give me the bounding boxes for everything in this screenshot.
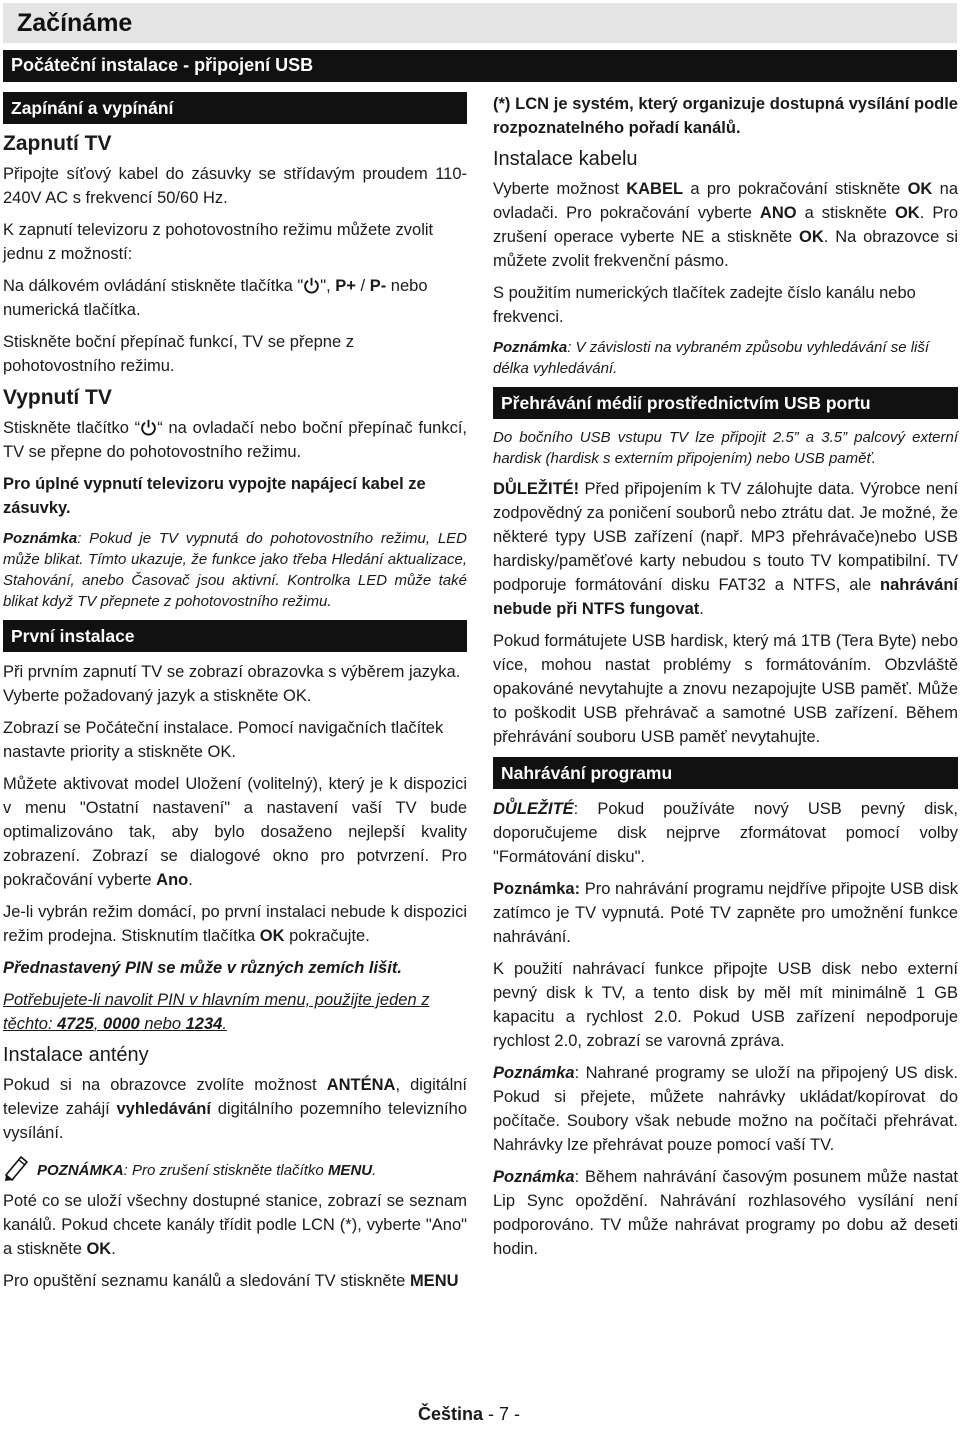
para-pin-note: Přednastavený PIN se může v různých zemích lišit. xyxy=(3,959,402,977)
left-column xyxy=(3,92,467,1301)
para-antenna-1 xyxy=(3,1073,467,1145)
text: vyhledávání xyxy=(116,1100,211,1118)
heading-power-on: Zapnutí TV xyxy=(3,132,112,155)
text: Na dálkovém ovládání stiskněte tlačítka " xyxy=(3,277,304,295)
para-rec-2 xyxy=(493,877,958,949)
para-lcn: (*) LCN je systém, který organizuje dostupná vysílání podle rozpoznatelného pořadí kanálů. xyxy=(493,95,958,137)
heading-power: Zapínání a vypínání xyxy=(3,92,467,124)
text: KABEL xyxy=(626,180,684,198)
text: . Na obrazovce si můžete zvolit frekvenční pásmo. xyxy=(493,228,958,270)
text: “ na ovladačí nebo boční přepínač funkcí, TV se přepne do pohotovostního režimu. xyxy=(3,419,467,461)
para-usb-1: Do bočního USB vstupu TV lze připojit 2.5” a 3.5” palcový externí hardisk (hardisk s externím připojením) nebo USB paměť. xyxy=(493,429,958,467)
para-first-1: Při prvním zapnutí TV se zobrazí obrazovka s výběrem jazyka. Vyberte požadovaný jazyk a stiskněte OK. xyxy=(3,663,461,705)
para-antenna-3 xyxy=(3,1189,467,1261)
text: a stiskněte xyxy=(796,204,895,222)
text: nahrávání nebude při NTFS fungovat xyxy=(493,576,958,618)
heading-power-off: Vypnutí TV xyxy=(3,386,112,409)
text: Poznámka xyxy=(493,1168,575,1186)
para-rec-3: K použití nahrávací funkce připojte USB disk nebo externí pevný disk k TV, a tento disk by měl mít minimálně 1 GB kapacitu a rychlost 2.0. Pokud USB zařízení nepodporuje rychlost 2.0, zobrazí se varovná zpráva. xyxy=(493,960,958,1050)
pencil-note-icon xyxy=(3,1153,37,1181)
para-cable-note xyxy=(493,337,958,379)
text: : Pokud je TV vypnutá do pohotovostního režimu, LED může blikat. Tímto ukazuje, že funkce jako třeba Hledání aktualizace, Stahování, anebo Časovač jsou aktivní. Kontrolka LED může také blikat když TV přepnete z pohotovostního režimu. xyxy=(3,530,467,610)
pin-code: 1234 xyxy=(185,1015,223,1033)
para-cable-1 xyxy=(493,177,958,273)
text: Poznámka xyxy=(493,1064,575,1082)
heading-cable: Instalace kabelu xyxy=(493,148,638,170)
text: : Nahrané programy se uloží na připojený US disk. Pokud si přejete, můžete nahrávky ukládat/kopírovat do počítače. Soubory však nebude možno na počítači přehrávat. Nahrávky lze přehrávat pouze pomocí vaší TV. xyxy=(493,1064,958,1154)
para-power-on-3 xyxy=(3,274,467,322)
text: , xyxy=(93,1015,104,1033)
text: : Pro zrušení stiskněte tlačítko xyxy=(123,1162,328,1179)
para-first-4 xyxy=(3,900,467,948)
footer-language: Čeština xyxy=(418,1404,484,1424)
text: DŮLEŽITÉ! xyxy=(493,480,580,498)
heading-first-install: První instalace xyxy=(3,620,467,652)
text: . Pro zrušení operace vyberte NE a stiskněte xyxy=(493,204,958,246)
para-rec-4 xyxy=(493,1061,958,1157)
text: ANTÉNA xyxy=(326,1076,396,1094)
title-bar xyxy=(3,3,957,43)
para-pin-codes xyxy=(3,988,467,1036)
text: a pro pokračování stiskněte xyxy=(683,180,908,198)
text: DŮLEŽITÉ xyxy=(493,800,574,818)
text: Poté co se uloží všechny dostupné stanice, zobrazí se seznam kanálů. Pokud chcete kanály třídit podle LCN (*), vyberte "Ano" a stiskněte xyxy=(3,1192,467,1258)
para-power-on-4: Stiskněte boční přepínač funkcí, TV se přepne z pohotovostního režimu. xyxy=(3,333,354,375)
text: nebo numerická tlačítka. xyxy=(3,277,428,319)
power-icon xyxy=(303,277,320,294)
section-band xyxy=(3,50,957,82)
para-power-on-2: K zapnutí televizoru z pohotovostního režimu můžete zvolit jednu z možností: xyxy=(3,221,434,263)
text: MENU xyxy=(327,1162,373,1179)
text: OK xyxy=(894,204,920,222)
text: OK xyxy=(86,1240,112,1258)
text: Před připojením k TV zálohujte data. Výrobce není zodpovědný za poničení souborů nebo ztrátu dat. Je možné, že některé typy USB zařízení (např. MP3 přehrávače)nebo USB hardisky/paměťové karty nebudou s touto TV kompatibilní. TV podporuje formátování disku FAT32 a NTFS, ale xyxy=(493,480,958,594)
para-antenna-4 xyxy=(3,1269,467,1293)
text: : Během nahrávání časovým posunem může nastat Lip Sync opoždění. Nahrávání rozhlasového vysílání není podporováno. TV může nahrávat programy po dobu až deseti hodin. xyxy=(493,1168,958,1258)
power-icon xyxy=(140,419,157,436)
para-power-off-note xyxy=(3,528,467,612)
text: P+ xyxy=(335,277,356,295)
note-label: Poznámka xyxy=(3,530,78,547)
text: Vyberte možnost xyxy=(493,180,627,198)
text: . xyxy=(188,871,193,889)
text: : Pokud používáte nový USB pevný disk, doporučujeme disk nejprve zformátovat pomocí volby "Formátování disku". xyxy=(493,800,958,866)
heading-antenna: Instalace antény xyxy=(3,1044,149,1066)
text: OK xyxy=(907,180,933,198)
text: , digitální televize zahájí xyxy=(3,1076,468,1118)
para-rec-1 xyxy=(493,797,958,869)
page-number: - 7 - xyxy=(488,1404,521,1424)
text: Můžete aktivovat model Uložení (volitelný), který je k dispozici v menu "Ostatní nastavení" a nastavení vaší TV bude optimalizováno tak, aby bylo dosaženo nejlepší kvality zobrazení. Zobrazí se dialogové okno pro potvrzení. Pro pokračování vyberte xyxy=(3,775,467,889)
text: OK xyxy=(799,228,824,246)
heading-usb: Přehrávání médií prostřednictvím USB portu xyxy=(493,387,958,419)
note-label: Poznámka xyxy=(493,339,568,356)
right-column xyxy=(493,92,958,1269)
text: . xyxy=(372,1162,377,1179)
text: Pro opuštění seznamu kanálů a sledování TV stiskněte xyxy=(3,1272,410,1290)
text: . xyxy=(699,600,704,618)
text: Poznámka: xyxy=(493,880,581,898)
text: : V závislosti na vybraném způsobu vyhledávání se liší délka vyhledávání. xyxy=(493,339,930,377)
text: digitálního pozemního televizního vysílání. xyxy=(3,1100,467,1142)
para-power-on-1: Připojte síťový kabel do zásuvky se střídavým proudem 110-240V AC s frekvencí 50/60 Hz. xyxy=(3,165,467,207)
page-footer xyxy=(418,1404,520,1425)
section-band-label: Počáteční instalace - připojení USB xyxy=(11,55,314,75)
text: Ano xyxy=(156,871,189,889)
para-rec-5 xyxy=(493,1165,958,1261)
para-power-off-2: Pro úplné vypnutí televizoru vypojte napájecí kabel ze zásuvky. xyxy=(3,475,426,517)
text: Potřebujete-li navolit PIN v hlavním menu, použijte jeden z těchto: xyxy=(3,991,430,1033)
note-label: POZNÁMKA xyxy=(37,1162,124,1179)
para-usb-2 xyxy=(493,477,958,621)
text: Je-li vybrán režim domácí, po první instalaci nebude k dispozici režim prodejna. Stisknutím tlačítka xyxy=(3,903,467,945)
text: P- xyxy=(369,277,387,295)
text: pokračujte. xyxy=(284,927,370,945)
para-antenna-note xyxy=(3,1153,467,1181)
para-first-3 xyxy=(3,772,467,892)
text: . xyxy=(111,1240,116,1258)
text: Stiskněte tlačítko “ xyxy=(3,419,141,437)
pin-code: 0000 xyxy=(103,1015,140,1033)
text: na ovladači. Pro pokračování vyberte xyxy=(493,180,958,222)
text: / xyxy=(355,277,370,295)
text: . xyxy=(222,1015,227,1033)
para-power-off-1 xyxy=(3,416,467,464)
page-title: Začínáme xyxy=(17,9,133,37)
text: nebo xyxy=(139,1015,186,1033)
heading-recording: Nahrávání programu xyxy=(493,757,958,789)
para-usb-3: Pokud formátujete USB hardisk, který má 1TB (Tera Byte) nebo více, mohou nastat problémy s formátováním. Obzvláště opakováné nevytahujte a znovu nezapojujte USB paměť. Může to poškodit USB přehrávač a samotné USB zařízení. Během přehrávání souboru USB paměť nevytahujte. xyxy=(493,632,958,746)
text: OK xyxy=(259,927,285,945)
text: ", xyxy=(320,277,336,295)
text: ANO xyxy=(759,204,797,222)
text: MENU xyxy=(409,1272,459,1290)
text: Pro nahrávání programu nejdříve připojte USB disk zatímco je TV vypnutá. Poté TV zapněte pro umožnění funkce nahrávání. xyxy=(493,880,958,946)
pin-code: 4725 xyxy=(57,1015,94,1033)
para-first-2: Zobrazí se Počáteční instalace. Pomocí navigačních tlačítek nastavte priority a stiskněte OK. xyxy=(3,719,444,761)
text: Pokud si na obrazovce zvolíte možnost xyxy=(3,1076,327,1094)
para-cable-2: S použitím numerických tlačítek zadejte číslo kanálu nebo frekvenci. xyxy=(493,284,916,326)
